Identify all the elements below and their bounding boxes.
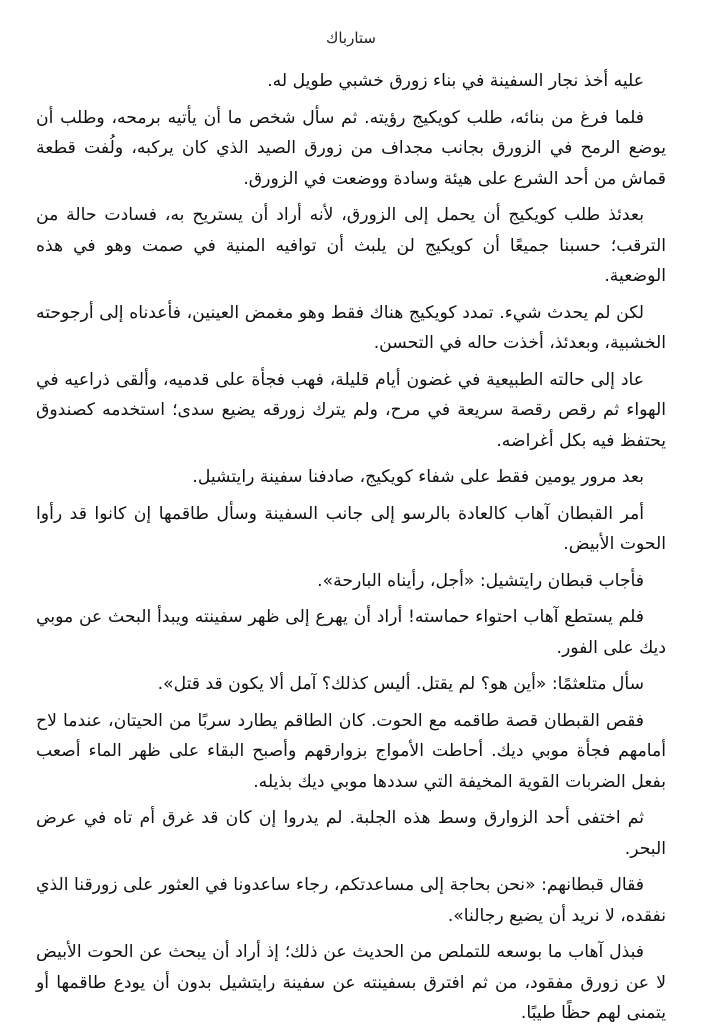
paragraph-2: فلما فرغ من بنائه، طلب كويكيج رؤيته. ثم سأل شخص ما أن يأتيه برمحه، وطلب أن يوضع الرمح في الزورق بجانب مجداف من زورق الصيد الذي كان يركبه، ولُفت قطعة قماش من أحد الشرع على هيئة وسادة ووضعت في الزورق. (36, 107, 666, 189)
paragraph-5: عاد إلى حالته الطبيعية في غضون أيام قليلة، فهب فجأة على قدميه، وألقى ذراعيه في الهواء ثم رقص رقصة سريعة في مرح، ولم يترك زورقه يضيع سدى؛ استخدمه كصندوق يحتفظ فيه بكل أغراضه. (36, 369, 666, 451)
paragraph-4: لكن لم يحدث شيء. تمدد كويكيج هناك فقط وهو مغمض العينين، فأعدناه إلى أرجوحته الخشبية، وبعدئذ، أخذت حاله في التحسن. (36, 302, 666, 353)
paragraph-9: فلم يستطع آهاب احتواء حماسته! أراد أن يهرع إلى ظهر سفينته ويبدأ البحث عن موبي ديك على الفور. (36, 607, 666, 658)
paragraph-12: ثم اختفى أحد الزوارق وسط هذه الجلبة. لم يدروا إن كان قد غرق أم تاه في عرض البحر. (36, 808, 666, 859)
running-header: ستارباك (325, 29, 377, 47)
paragraph-6: بعد مرور يومين فقط على شفاء كويكيج، صادفنا سفينة رايتشيل. (192, 467, 644, 487)
paragraph-10: سأل متلعثمًا: «أين هو؟ لم يقتل. أليس كذلك؟ آمل ألا يكون قد قتل». (157, 674, 644, 694)
paragraph-7: أمر القبطان آهاب كالعادة بالرسو إلى جانب السفينة وسأل طاقمها إن كانوا قد رأوا الحوت الأبيض. (36, 503, 666, 554)
paragraph-3: بعدئذ طلب كويكيج أن يحمل إلى الزورق، لأنه أراد أن يستريح به، فسادت حالة من الترقب؛ حسبنا جميعًا أن كويكيج لن يلبث أن توافيه المنية في صمت وهو في هذه الوضعية. (36, 205, 666, 286)
paragraph-11: فقص القبطان قصة طاقمه مع الحوت. كان الطاقم يطارد سربًا من الحيتان، عندما لاح أمامهم فجأة موبي ديك. أحاطت الأمواج بزوارقهم وأصبح البقاء على ظهر الماء أصعب بفعل الضربات القوية المخيفة التي سددها موبي ديك بذيله. (36, 710, 666, 792)
paragraph-1: عليه أخذ نجار السفينة في بناء زورق خشبي طويل له. (267, 71, 644, 91)
paragraph-13: فقال قبطانهم: «نحن بحاجة إلى مساعدتكم، رجاء ساعدونا في العثور على زورقنا الذي نفقده، لا نريد أن يضيع رجالنا». (36, 875, 666, 926)
paragraph-8: فأجاب قبطان رايتشيل: «أجل، رأيناه البارحة». (317, 570, 644, 591)
paragraph-14: فبذل آهاب ما بوسعه للتملص من الحديث عن ذلك؛ إذ أراد أن يبحث عن الحوت الأبيض لا عن زورق مفقود، من ثم افترق بسفينته عن سفينة رايتشيل بدون أن يودع طاقمها أو يتمنى لهم حظًا طيبًا. (36, 942, 666, 1023)
body-text (36, 66, 666, 1029)
